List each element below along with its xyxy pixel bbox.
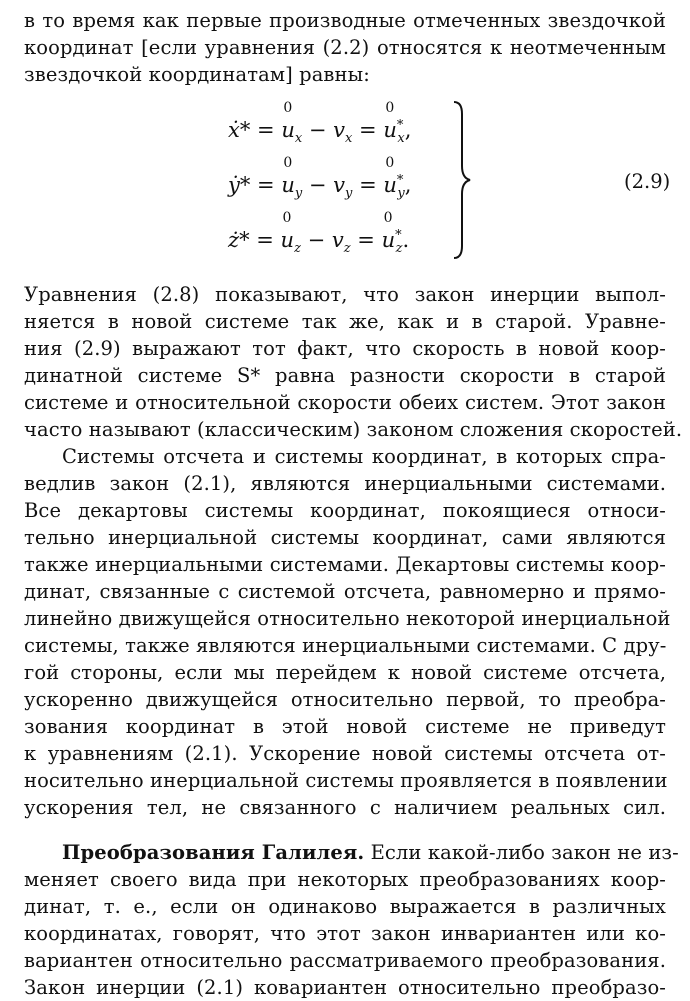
text-line: координатах, говорят, что этот закон инвариантен или ко-: [24, 922, 666, 945]
equation-row: ẋ* = 0 $u_x - v_x$ = 0 $u^*_x$,: [228, 100, 412, 147]
text-line: динат, связанные с системой отсчета, равномерно и прямо-: [24, 580, 666, 603]
text-line: зования координат в этой новой системе не приведут: [24, 715, 666, 738]
text-line: ускорения тел, не связанного с наличием реальных сил.: [24, 796, 666, 819]
text-line: к уравнениям (2.1). Ускорение новой системы отсчета от-: [24, 742, 666, 765]
text-line: ускоренно движущейся относительно первой, то преобра-: [24, 688, 666, 711]
section-heading: Преобразования Галилея.: [62, 841, 365, 864]
text-line: вариантен относительно рассматриваемого преобразования.: [24, 949, 666, 972]
text-line: меняет своего вида при некоторых преобразованиях коор-: [24, 868, 666, 891]
section-first-line: [62, 840, 679, 866]
text-line: динат, т. е., если он одинаково выражается в различных: [24, 895, 666, 918]
text-line: ния (2.9) выражают тот факт, что скорость в новой коор-: [24, 337, 666, 360]
text-line: в то время как первые производные отмеченных звездочкой: [24, 9, 666, 32]
text-line: ведлив закон (2.1), являются инерциальными системами.: [24, 472, 666, 495]
text-line: Уравнения (2.8) показывают, что закон инерции выпол-: [24, 283, 666, 306]
equation-row: ż* = 0 $u_z - v_z$ = 0 $u^*_z$.: [228, 210, 410, 257]
text-line: няется в новой системе так же, как и в старой. Уравне-: [24, 310, 666, 333]
text-line: Все декартовы системы координат, покоящиеся относи-: [24, 499, 666, 522]
text-line: звездочкой координатам] равны:: [24, 63, 370, 86]
equation-row: ẏ* = 0 $u_y - v_y$ = 0 $u^*_y$,: [228, 155, 412, 202]
right-brace: [452, 100, 472, 260]
text-line: Закон инерции (2.1) ковариантен относительно преобразо-: [24, 976, 666, 999]
text-line: Системы отсчета и системы координат, в которых спра-: [62, 445, 666, 468]
text-line: динатной системе S* равна разности скорости в старой: [24, 364, 666, 387]
text-line: носительно инерциальной системы проявляется в появлении: [24, 769, 668, 792]
text-line: тельно инерциальной системы координат, сами являются: [24, 526, 666, 549]
text-line: гой стороны, если мы перейдем к новой системе отсчета,: [24, 661, 666, 684]
text-fragment: Если какой-либо закон не из-: [370, 841, 679, 864]
equation-number: (2.9): [624, 170, 671, 193]
text-line: системе и относительной скорости обеих систем. Этот закон: [24, 391, 666, 414]
text-line: системы, также являются инерциальными системами. С дру-: [24, 634, 667, 657]
text-line: часто называют (классическим) законом сложения скоростей.: [24, 418, 683, 441]
text-line: координат [если уравнения (2.2) относятся к неотмеченным: [24, 36, 666, 59]
text-line: также инерциальными системами. Декартовы системы коор-: [24, 553, 666, 576]
text-line: линейно движущейся относительно некоторой инерциальной: [24, 607, 671, 630]
